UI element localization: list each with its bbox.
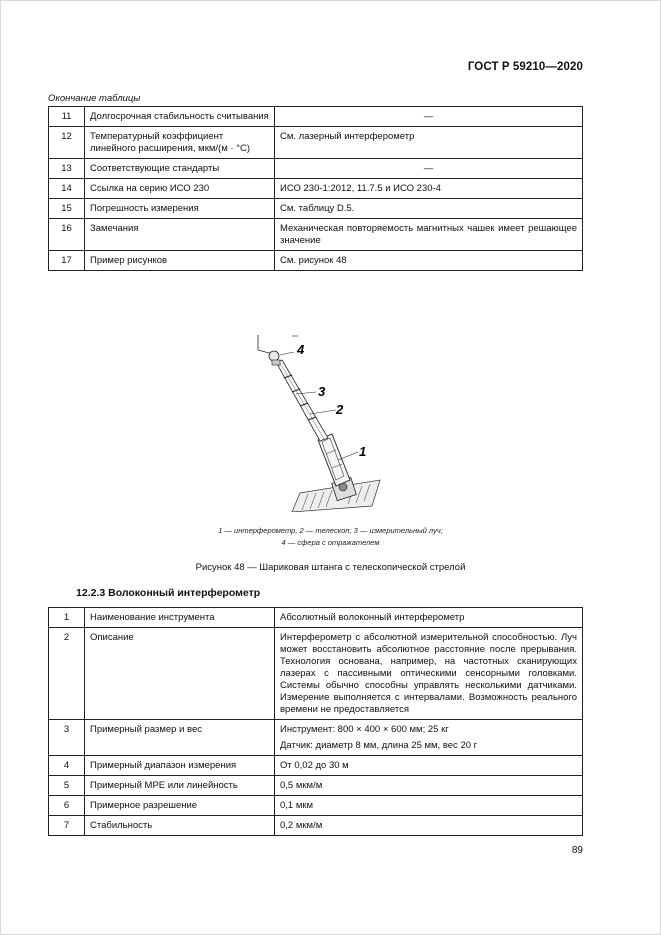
row-number: 5 bbox=[49, 776, 85, 796]
table-row bbox=[49, 107, 583, 127]
telescope bbox=[276, 360, 328, 441]
row-number: 1 bbox=[49, 608, 85, 628]
row-parameter: Замечания bbox=[85, 219, 275, 251]
row-parameter: Примерное разрешение bbox=[85, 796, 275, 816]
table-row bbox=[49, 251, 583, 271]
row-parameter: Погрешность измерения bbox=[85, 199, 275, 219]
callout-2: 2 bbox=[336, 402, 344, 417]
characteristics-table-end bbox=[48, 106, 583, 271]
row-value: 0,1 мкм bbox=[275, 796, 583, 816]
table-row bbox=[49, 776, 583, 796]
row-value bbox=[275, 720, 583, 756]
row-value: Интерферометр с абсолютной измерительной способностью. Луч может восстановить абсолютное расстояние после прерывания. Технология основана, например, на частотных сканирующих лазерах с пассивными оптическими сенсорными головками. Системы обычно способны управлять несколькими датчиками. Измерение выполняется с интервалами. Возможность реального времени не предоставляется bbox=[275, 628, 583, 720]
row-parameter: Соответствующие стандарты bbox=[85, 159, 275, 179]
callout-4: 4 bbox=[297, 342, 305, 357]
instrument-size-weight: Инструмент: 800 × 400 × 600 мм; 25 кг bbox=[280, 724, 449, 735]
fiber-interferometer-table bbox=[48, 607, 583, 836]
row-parameter: Наименование инструмента bbox=[85, 608, 275, 628]
section-heading: 12.2.3 Волоконный интерферометр bbox=[76, 587, 261, 599]
row-value: Механическая повторяемость магнитных чашек имеет решающее значение bbox=[275, 219, 583, 251]
row-parameter: Ссылка на серию ИСО 230 bbox=[85, 179, 275, 199]
table-continuation-caption: Окончание таблицы bbox=[48, 93, 141, 104]
table-row bbox=[49, 628, 583, 720]
row-number: 2 bbox=[49, 628, 85, 720]
figure-caption: Рисунок 48 — Шариковая штанга с телескопической стрелой bbox=[195, 562, 466, 573]
row-number: 3 bbox=[49, 720, 85, 756]
row-value: ИСО 230-1:2012, 11.7.5 и ИСО 230-4 bbox=[275, 179, 583, 199]
page-number: 89 bbox=[571, 845, 583, 856]
row-value: См. рисунок 48 bbox=[275, 251, 583, 271]
row-number: 11 bbox=[49, 107, 85, 127]
row-value: 0,5 мкм/м bbox=[275, 776, 583, 796]
row-number: 13 bbox=[49, 159, 85, 179]
callout-leaders bbox=[280, 352, 358, 460]
row-number: 16 bbox=[49, 219, 85, 251]
table-row bbox=[49, 127, 583, 159]
callout-3: 3 bbox=[318, 384, 326, 399]
row-value: — bbox=[275, 107, 583, 127]
row-value: 0,2 мкм/м bbox=[275, 816, 583, 836]
row-number: 7 bbox=[49, 816, 85, 836]
interferometer bbox=[318, 434, 350, 486]
row-parameter: Примерный диапазон измерения bbox=[85, 756, 275, 776]
row-value: См. таблицу D.5. bbox=[275, 199, 583, 219]
row-parameter: Описание bbox=[85, 628, 275, 720]
row-value: См. лазерный интерферометр bbox=[275, 127, 583, 159]
figure-legend-continued: 4 — сфера с отражателем bbox=[281, 538, 380, 547]
callout-1: 1 bbox=[359, 444, 367, 459]
table-row bbox=[49, 608, 583, 628]
row-number: 12 bbox=[49, 127, 85, 159]
ball-bar-figure bbox=[240, 330, 390, 512]
row-number: 17 bbox=[49, 251, 85, 271]
row-parameter: Примерный MPE или линейность bbox=[85, 776, 275, 796]
figure-legend: 1 — интерферометр, 2 — телескоп; 3 — измерительный луч; bbox=[218, 526, 443, 535]
row-parameter: Пример рисунков bbox=[85, 251, 275, 271]
row-parameter: Стабильность bbox=[85, 816, 275, 836]
table-row bbox=[49, 720, 583, 756]
table-row bbox=[49, 159, 583, 179]
document-code: ГОСТ Р 59210—2020 bbox=[467, 61, 583, 73]
row-parameter: Примерный размер и вес bbox=[85, 720, 275, 756]
row-value: — bbox=[275, 159, 583, 179]
reflector-sphere bbox=[258, 335, 298, 365]
table-row bbox=[49, 199, 583, 219]
table-row bbox=[49, 816, 583, 836]
table-row bbox=[49, 179, 583, 199]
row-value: Абсолютный волоконный интерферометр bbox=[275, 608, 583, 628]
row-number: 15 bbox=[49, 199, 85, 219]
row-number: 14 bbox=[49, 179, 85, 199]
row-number: 6 bbox=[49, 796, 85, 816]
table-row bbox=[49, 219, 583, 251]
row-value: От 0,02 до 30 м bbox=[275, 756, 583, 776]
row-parameter: Температурный коэффициент линейного расширения, мкм/(м · °С) bbox=[85, 127, 275, 159]
table-row bbox=[49, 796, 583, 816]
row-parameter: Долгосрочная стабильность считывания bbox=[85, 107, 275, 127]
table-row bbox=[49, 756, 583, 776]
sensor-size-weight: Датчик: диаметр 8 мм, длина 25 мм, вес 20 г bbox=[280, 740, 478, 751]
row-number: 4 bbox=[49, 756, 85, 776]
